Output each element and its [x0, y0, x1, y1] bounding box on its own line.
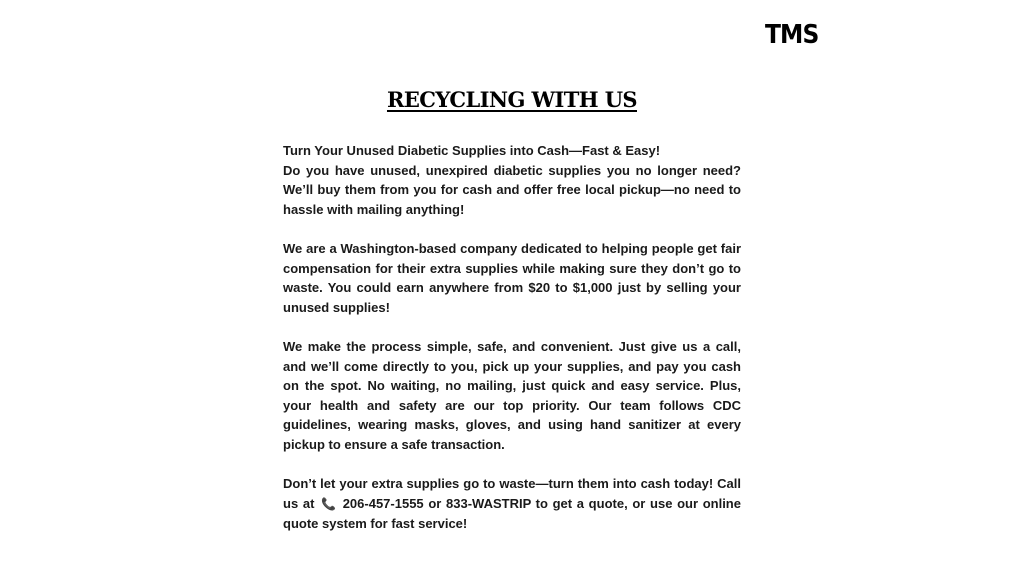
paragraph-call-to-action	[283, 474, 741, 534]
cta-text-start: Don’t let your extra supplies go to waste—turn them into cash today! Call us at	[283, 476, 741, 511]
paragraph-process: We make the process simple, safe, and convenient. Just give us a call, and we’ll come directly to you, pick up your supplies, and pay you cash on the spot. No waiting, no mailing, just quick and easy service. Plus, your health and safety are our top priority. Our team follows CDC guidelines, wearing masks, gloves, and using hand sanitizer at every pickup to ensure a safe transaction.	[283, 338, 741, 452]
logo: TMS	[765, 20, 819, 50]
cta-text-end: 206-457-1555 or 833-WASTRIP to get a quote, or use our online quote system for fast service!	[283, 495, 741, 532]
page-title: RECYCLING WITH US	[386, 87, 637, 113]
article-heading: Turn Your Unused Diabetic Supplies into Cash—Fast & Easy!	[283, 143, 661, 158]
paragraph-company: We are a Washington-based company dedicated to helping people get fair compensation for their extra supplies while making sure they don’t go to waste. You could earn anywhere from $20 to $1,000 just by selling your unused supplies!	[283, 240, 741, 315]
article-body	[283, 141, 741, 553]
paragraph-intro: Do you have unused, unexpired diabetic supplies you no longer need? We’ll buy them from you for cash and offer free local pickup—no need to hassle with mailing anything!	[283, 162, 741, 217]
phone-icon: 📞	[321, 496, 337, 511]
